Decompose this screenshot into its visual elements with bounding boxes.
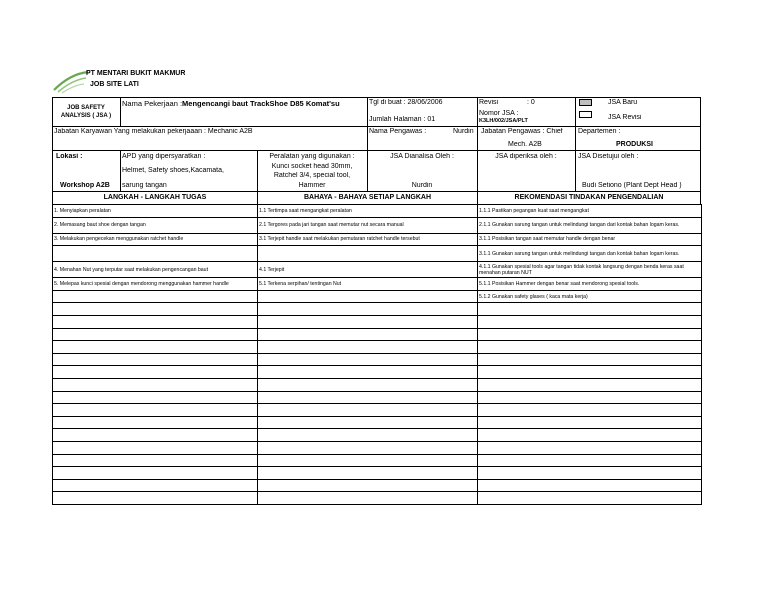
apd-value-line2: sarung tangan xyxy=(122,182,167,189)
cell-bahaya[interactable]: 5.1 Terkena serpihan/ tentingan Nut xyxy=(258,278,478,291)
cell-langkah[interactable]: 3. Melakukan pengecekan menggunakan ratchet handle xyxy=(53,233,258,246)
departemen-value: PRODUKSI xyxy=(616,141,653,148)
nama-pengawas-value: Nurdin xyxy=(453,128,474,135)
table-row xyxy=(53,429,702,442)
cell-rekomendasi[interactable] xyxy=(478,378,702,391)
disetujui-label: JSA Disetujui oleh : xyxy=(578,153,639,160)
revisi-value: : 0 xyxy=(527,99,535,106)
cell-bahaya[interactable]: 3.1 Terjepit handle saat melakukan pemutaran ratchet handle tersebut xyxy=(258,233,478,246)
cell-langkah[interactable]: 2. Memasang baut shoe dengan tangan xyxy=(53,217,258,233)
table-row xyxy=(53,246,702,262)
table-row xyxy=(53,492,702,505)
cell-langkah[interactable] xyxy=(53,353,258,366)
col-header-bahaya: BAHAYA - BAHAYA SETIAP LANGKAH xyxy=(303,194,432,201)
cell-bahaya[interactable]: 4.1 Terjepit xyxy=(258,262,478,278)
cell-rekomendasi[interactable] xyxy=(478,391,702,404)
cell-bahaya[interactable] xyxy=(258,246,478,262)
cell-rekomendasi[interactable] xyxy=(478,441,702,454)
cell-rekomendasi[interactable] xyxy=(478,492,702,505)
cell-rekomendasi[interactable] xyxy=(478,303,702,316)
jsa-baru-checkbox[interactable] xyxy=(579,99,592,106)
peralatan-value-line1: Kunci socket head 30mm, xyxy=(271,163,353,170)
jsa-revisi-checkbox[interactable] xyxy=(579,111,592,118)
cell-bahaya[interactable] xyxy=(258,429,478,442)
cell-langkah[interactable] xyxy=(53,366,258,379)
cell-bahaya[interactable] xyxy=(258,492,478,505)
disetujui-value: Budi Setiono (Plant Dept Head ) xyxy=(582,182,682,189)
cell-rekomendasi[interactable] xyxy=(478,429,702,442)
peralatan-value-line2: Ratchel 3/4, special tool, xyxy=(273,172,351,179)
cell-rekomendasi[interactable] xyxy=(478,353,702,366)
cell-bahaya[interactable] xyxy=(258,303,478,316)
jsa-title: JOB SAFETY ANALYSIS ( JSA ) xyxy=(60,105,112,119)
cell-bahaya[interactable]: 2.1 Tergores pada jari tangan saat memutar nut secara manual xyxy=(258,217,478,233)
table-row xyxy=(53,441,702,454)
cell-rekomendasi[interactable]: 2.1.1 Gunakan sarung tangan untuk melindungi tangan dari kontak bahan logam keras. xyxy=(478,217,702,233)
cell-langkah[interactable] xyxy=(53,454,258,467)
cell-langkah[interactable] xyxy=(53,416,258,429)
cell-bahaya[interactable] xyxy=(258,391,478,404)
table-row xyxy=(53,278,702,291)
cell-rekomendasi[interactable]: 4.1.1 Gunakan spesial tools agar tangan tidak kontak langsung dengan benda keras saat menahan putaran NUT xyxy=(478,262,702,278)
revisi-label: Revisi xyxy=(479,99,499,106)
diperiksa-label: JSA diperiksa oleh : xyxy=(495,153,557,160)
table-row xyxy=(53,303,702,316)
cell-langkah[interactable] xyxy=(53,492,258,505)
company-name-line1: PT MENTARI BUKIT MAKMUR xyxy=(86,70,186,77)
cell-rekomendasi[interactable] xyxy=(478,328,702,341)
cell-langkah[interactable] xyxy=(53,404,258,417)
table-row xyxy=(53,416,702,429)
table-row xyxy=(53,290,702,303)
table-row xyxy=(53,205,702,218)
dianalisa-value: Nurdin xyxy=(411,182,433,189)
cell-rekomendasi[interactable]: 3.1.1 Posisikan tangan saat memutar handle dengan benar xyxy=(478,233,702,246)
apd-value-line1: Helmet, Safety shoes,Kacamata, xyxy=(122,167,224,174)
cell-rekomendasi[interactable]: 3.1.1 Gunakan sarung tangan untuk melindungi tangan dan kontak bahan logam keras. xyxy=(478,246,702,262)
departemen-label: Departemen : xyxy=(578,128,621,135)
table-row xyxy=(53,479,702,492)
cell-langkah[interactable]: 1. Menyiapkan peralatan xyxy=(53,205,258,218)
table-row xyxy=(53,315,702,328)
cell-rekomendasi[interactable] xyxy=(478,416,702,429)
cell-bahaya[interactable] xyxy=(258,366,478,379)
jabatan-karyawan: Jabatan Karyawan Yang melakukan pekerjaaan : Mechanic A2B xyxy=(54,128,253,135)
jsa-revisi-label: JSA Revisi xyxy=(608,114,642,121)
cell-langkah[interactable] xyxy=(53,479,258,492)
table-row xyxy=(53,341,702,354)
cell-bahaya[interactable] xyxy=(258,328,478,341)
company-name xyxy=(86,68,185,90)
cell-bahaya[interactable] xyxy=(258,315,478,328)
table-row xyxy=(53,217,702,233)
table-row xyxy=(53,391,702,404)
table-row xyxy=(53,366,702,379)
cell-rekomendasi[interactable]: 1.1.1 Pastikan pegangan kuat saat mengangkat xyxy=(478,205,702,218)
jsa-baru-label: JSA Baru xyxy=(608,99,638,106)
company-name-line2: JOB SITE LATI xyxy=(90,81,139,88)
cell-rekomendasi[interactable] xyxy=(478,315,702,328)
peralatan-value-line3: Hammer xyxy=(298,182,326,189)
nomor-jsa-label: Nomor JSA : xyxy=(479,110,519,117)
apd-label: APD yang dipersyaratkan : xyxy=(122,153,206,160)
lokasi-label: Lokasi : xyxy=(56,153,83,160)
cell-rekomendasi[interactable] xyxy=(478,454,702,467)
jsa-table xyxy=(52,204,702,505)
cell-bahaya[interactable] xyxy=(258,416,478,429)
cell-rekomendasi[interactable]: 5.1.1 Posisikan Hammer dengan benar saat mendorong spesial tools. xyxy=(478,278,702,291)
cell-langkah[interactable] xyxy=(53,441,258,454)
cell-rekomendasi[interactable]: 5.1.2 Gunakan safety glases ( kaca mata kerja) xyxy=(478,290,702,303)
cell-bahaya[interactable] xyxy=(258,353,478,366)
cell-bahaya[interactable] xyxy=(258,454,478,467)
cell-rekomendasi[interactable] xyxy=(478,404,702,417)
table-row xyxy=(53,233,702,246)
cell-langkah[interactable] xyxy=(53,391,258,404)
tgl-dibuat: Tgl di buat : 28/06/2006 xyxy=(369,99,443,106)
nomor-jsa-value: K3LH/002/JSA/PLT xyxy=(479,118,528,124)
cell-bahaya[interactable] xyxy=(258,341,478,354)
cell-rekomendasi[interactable] xyxy=(478,366,702,379)
jabatan-pengawas-label: Jabatan Pengawas : Chief xyxy=(481,128,563,135)
lokasi-value: Workshop A2B xyxy=(60,182,110,189)
cell-langkah[interactable]: 4. Menahan Nut yang terputar saat melakukan pengencangan baut xyxy=(53,262,258,278)
cell-langkah[interactable] xyxy=(53,341,258,354)
cell-langkah[interactable] xyxy=(53,328,258,341)
col-header-langkah: LANGKAH - LANGKAH TUGAS xyxy=(103,194,207,201)
cell-rekomendasi[interactable] xyxy=(478,341,702,354)
table-row xyxy=(53,454,702,467)
cell-bahaya[interactable] xyxy=(258,378,478,391)
cell-rekomendasi[interactable] xyxy=(478,479,702,492)
cell-bahaya[interactable] xyxy=(258,441,478,454)
nama-pekerjaan-value: Mengencangi baut TrackShoe D85 Komat'su xyxy=(182,99,340,108)
dianalisa-label: JSA Dianalisa Oleh : xyxy=(390,153,454,160)
table-row xyxy=(53,262,702,278)
cell-langkah[interactable] xyxy=(53,467,258,480)
cell-bahaya[interactable]: 1.1 Tertimpa saat mengangkat peralatan xyxy=(258,205,478,218)
cell-bahaya[interactable] xyxy=(258,290,478,303)
jsa-table-body xyxy=(53,205,702,505)
cell-bahaya[interactable] xyxy=(258,404,478,417)
table-row xyxy=(53,467,702,480)
nama-pengawas-label: Nama Pengawas : xyxy=(369,128,427,135)
cell-langkah[interactable]: 5. Melepas kunci spesial dengan mendorong menggunakan hammer handle xyxy=(53,278,258,291)
jumlah-halaman: Jumlah Halaman : 01 xyxy=(369,116,436,123)
cell-bahaya[interactable] xyxy=(258,467,478,480)
cell-langkah[interactable] xyxy=(53,429,258,442)
nama-pekerjaan xyxy=(122,99,340,108)
table-row xyxy=(53,328,702,341)
cell-langkah[interactable] xyxy=(53,315,258,328)
cell-bahaya[interactable] xyxy=(258,479,478,492)
cell-langkah[interactable] xyxy=(53,378,258,391)
nama-pekerjaan-label: Nama Pekerjaan : xyxy=(122,99,183,108)
cell-langkah[interactable] xyxy=(53,303,258,316)
table-row xyxy=(53,404,702,417)
cell-langkah[interactable] xyxy=(53,246,258,262)
peralatan-label: Peralatan yang digunakan : xyxy=(269,153,355,160)
jabatan-pengawas-value: Mech. A2B xyxy=(508,141,542,148)
cell-langkah[interactable] xyxy=(53,290,258,303)
col-header-rekomendasi: REKOMENDASI TINDAKAN PENGENDALIAN xyxy=(514,194,664,201)
cell-rekomendasi[interactable] xyxy=(478,467,702,480)
table-row xyxy=(53,378,702,391)
table-row xyxy=(53,353,702,366)
